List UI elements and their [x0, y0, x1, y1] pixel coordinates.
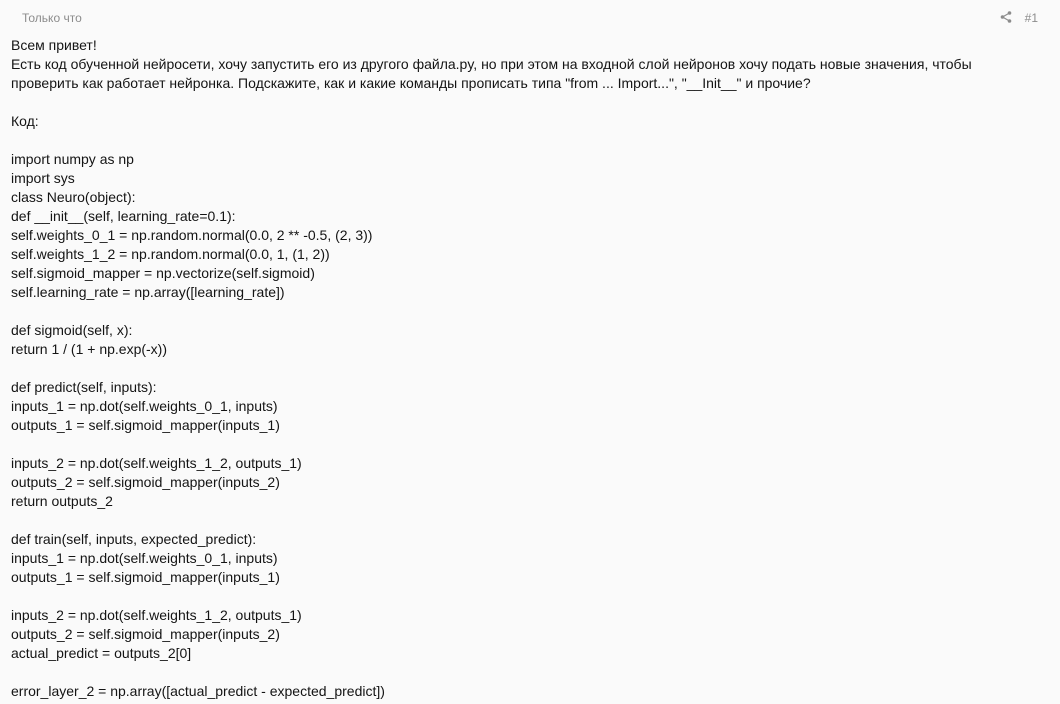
post-text-line: Всем привет!: [11, 37, 97, 53]
post-text-line: outputs_2 = self.sigmoid_mapper(inputs_2): [11, 474, 280, 490]
post-text-line: Есть код обученной нейросети, хочу запустить его из другого файла.py, но при этом на входной слой нейронов хочу подать новые значения, чтобы: [11, 56, 972, 72]
post-text-line: self.weights_1_2 = np.random.normal(0.0, 1, (1, 2)): [11, 246, 330, 262]
post-text-line: def sigmoid(self, x):: [11, 322, 133, 338]
post-text-line: inputs_2 = np.dot(self.weights_1_2, outputs_1): [11, 455, 302, 471]
post-body: [11, 36, 1049, 701]
post-text-line: import numpy as np: [11, 151, 134, 167]
post-text-line: self.sigmoid_mapper = np.vectorize(self.sigmoid): [11, 265, 315, 281]
post-text-line: outputs_2 = self.sigmoid_mapper(inputs_2): [11, 626, 280, 642]
post-text-line: return 1 / (1 + np.exp(-x)): [11, 341, 168, 357]
post-text-line: [11, 131, 1049, 150]
post-text-line: error_layer_2 = np.array([actual_predict - expected_predict]): [11, 683, 385, 699]
post-text-line: def predict(self, inputs):: [11, 379, 157, 395]
post-text-line: def __init__(self, learning_rate=0.1):: [11, 208, 236, 224]
post-text-line: [11, 93, 1049, 112]
post-number-link[interactable]: #1: [1024, 11, 1038, 25]
post-text-line: проверить как работает нейронка. Подскажите, как и какие команды прописать типа "from ... Import...", "__Init__" и прочие?: [11, 75, 811, 91]
post-text-line: [11, 663, 1049, 682]
post-text-line: outputs_1 = self.sigmoid_mapper(inputs_1): [11, 569, 280, 585]
post-text-line: def train(self, inputs, expected_predict):: [11, 531, 257, 547]
post-text-line: [11, 302, 1049, 321]
post-text-line: [11, 511, 1049, 530]
post-timestamp: Только что: [22, 11, 82, 25]
share-icon[interactable]: [999, 10, 1013, 24]
post-text-line: [11, 359, 1049, 378]
post-text-line: outputs_1 = self.sigmoid_mapper(inputs_1): [11, 417, 280, 433]
post-text-line: [11, 435, 1049, 454]
post-text-line: Код:: [11, 113, 39, 129]
post-text-line: inputs_1 = np.dot(self.weights_0_1, inputs): [11, 550, 278, 566]
post-text-line: inputs_1 = np.dot(self.weights_0_1, inputs): [11, 398, 278, 414]
post-text-line: self.learning_rate = np.array([learning_rate]): [11, 284, 285, 300]
post-text-line: class Neuro(object):: [11, 189, 136, 205]
post-text-line: actual_predict = outputs_2[0]: [11, 645, 192, 661]
post-text-line: inputs_2 = np.dot(self.weights_1_2, outputs_1): [11, 607, 302, 623]
share-icon-glyph: [999, 10, 1013, 24]
post-text-line: return outputs_2: [11, 493, 113, 509]
post-text-line: self.weights_0_1 = np.random.normal(0.0, 2 ** -0.5, (2, 3)): [11, 227, 373, 243]
post-text-line: import sys: [11, 170, 75, 186]
post-header: [11, 0, 1049, 36]
post-text-line: [11, 587, 1049, 606]
